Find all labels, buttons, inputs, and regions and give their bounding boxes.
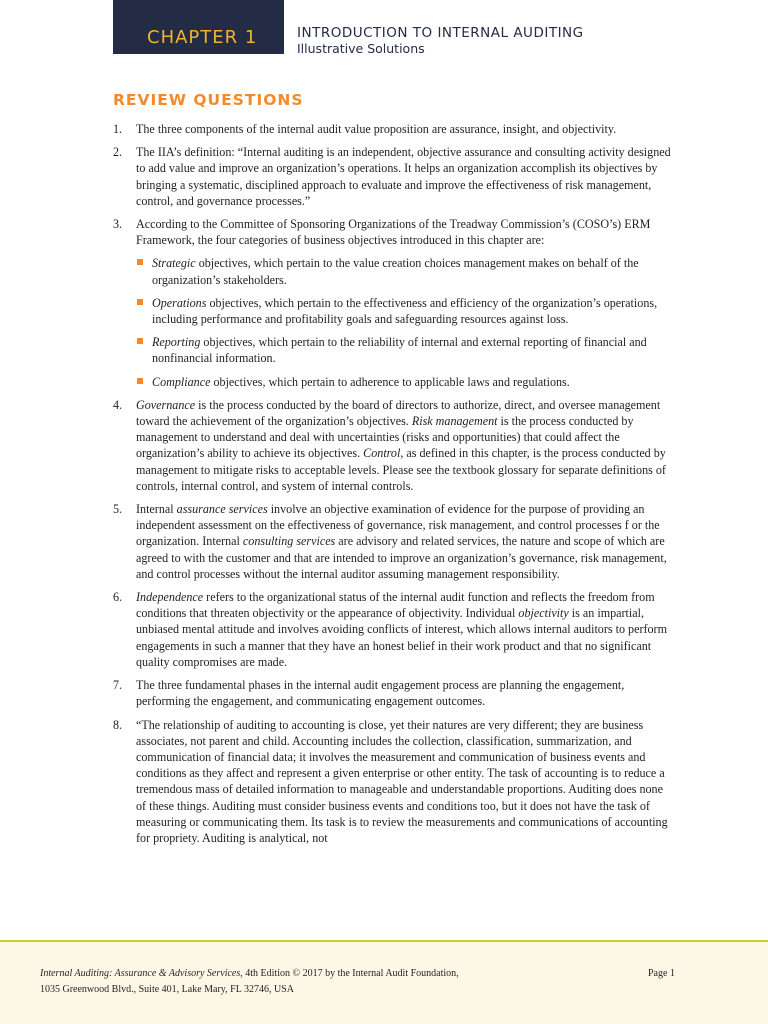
list-item (113, 121, 673, 137)
bullet-text: objectives, which pertain to the effectiveness and efficiency of the organization’s operations, including performance and profitability goals and safeguarding resources against loss. (152, 295, 658, 327)
text-run: involve an objective examination of evidence for the purpose of providing an independent assessment on the effectiveness of governance, risk management, and control processes f or the organization. Internal (136, 502, 660, 549)
item-number: 8. (113, 717, 123, 732)
text-run: is the process conducted by the board of directors to authorize, direct, and oversee management toward the achievement of the organization’s objectives. (136, 397, 661, 429)
text-run: Internal (136, 502, 177, 517)
list-item (113, 677, 673, 709)
list-item (113, 501, 673, 582)
term-consulting-services: consulting services (242, 534, 336, 549)
term-independence: Independence (136, 590, 204, 605)
item-text: The IIA’s definition: “Internal auditing is an independent, objective assurance and consulting activity designed to add value and improve an organization’s operations. It helps an organization accomplish its objectives by bringing a systematic, disciplined approach to evaluate and improve the effectiveness of risk management, control, and governance processes.” (136, 145, 671, 208)
item-text: The three components of the internal audit value proposition are assurance, insight, and objectivity. (136, 122, 617, 136)
footer-address: 1035 Greenwood Blvd., Suite 401, Lake Mary, FL 32746, USA (40, 984, 294, 995)
item-number: 2. (113, 145, 123, 160)
text-run: refers to the organizational status of the internal audit function and reflects the freedom from conditions that threaten objectivity or the appearance of objectivity. Individual (136, 590, 655, 621)
list-item (113, 397, 673, 494)
bullet-item (136, 374, 673, 390)
bullet-term: Operations (152, 295, 207, 310)
footer-edition: , 4th Edition © 2017 by the Internal Audit Foundation, (240, 968, 459, 979)
term-risk-management: Risk management (411, 414, 498, 429)
list-item (113, 144, 673, 209)
item-text (136, 501, 673, 582)
bullet-item (136, 255, 673, 287)
list-item (113, 589, 673, 670)
item-text (136, 397, 673, 494)
item-text (136, 589, 673, 670)
bullet-term: Compliance (152, 374, 211, 389)
chapter-subtitle: Illustrative Solutions (297, 41, 425, 56)
footer-citation (40, 966, 600, 998)
square-bullet-icon (137, 378, 143, 384)
bullet-text: objectives, which pertain to adherence to applicable laws and regulations. (210, 374, 570, 389)
list-item (113, 717, 673, 847)
term-governance: Governance (136, 397, 196, 412)
section-title: REVIEW QUESTIONS (113, 91, 304, 109)
text-run: is the process conducted by management to understand and deal with uncertainties (risks and opportunities) that could affect the organization’s ability to achieve its objectives. (136, 414, 634, 461)
item-text: According to the Committee of Sponsoring Organizations of the Treadway Commission’s (COSO’s) ERM Framework, the four categories of business objectives introduced in this chapter are: (136, 217, 651, 248)
bullet-text: objectives, which pertain to the reliability of internal and external reporting of financial and nonfinancial information. (152, 335, 647, 366)
bullet-text: objectives, which pertain to the value creation choices management makes on behalf of the organization’s stakeholders. (152, 256, 639, 287)
item-number: 5. (113, 502, 123, 517)
text-run: are advisory and related services, the nature and scope of which are agreed to with the customer and that are intended to improve an organization’s governance, risk management, and control processes without the internal auditor assuming management responsibility. (136, 534, 667, 581)
square-bullet-icon (137, 299, 143, 305)
item-text: The three fundamental phases in the internal audit engagement process are planning the engagement, performing the engagement, and communicating engagement outcomes. (136, 678, 625, 709)
square-bullet-icon (137, 338, 143, 344)
term-objectivity: objectivity (518, 606, 569, 621)
chapter-label: CHAPTER 1 (147, 27, 258, 48)
item-number: 3. (113, 217, 123, 232)
page-number: Page 1 (648, 968, 675, 979)
bullet-term: Reporting (152, 335, 201, 350)
text-run: is an impartial, unbiased mental attitude and involves avoiding conflicts of interest, which allows internal auditors to perform engagements in such a manner that they have an honest belief in their work product and that no significant quality compromises are made. (136, 606, 667, 669)
item-number: 6. (113, 590, 123, 605)
item-number: 1. (113, 122, 123, 136)
chapter-title: INTRODUCTION TO INTERNAL AUDITING (297, 25, 584, 41)
bullet-term: Strategic (152, 256, 196, 271)
term-control: Control (363, 446, 401, 461)
bullet-item (136, 334, 673, 366)
footer-book-title: Internal Auditing: Assurance & Advisory Services (40, 968, 241, 979)
term-assurance-services: assurance services (176, 502, 268, 517)
list-item (113, 216, 673, 390)
square-bullet-icon (137, 259, 143, 265)
objectives-bullet-list (136, 255, 673, 389)
item-number: 4. (113, 397, 123, 412)
bullet-item (136, 295, 673, 327)
item-number: 7. (113, 678, 123, 693)
review-questions-list (113, 121, 673, 853)
item-text: “The relationship of auditing to accounting is close, yet their natures are very different; they are business associates, not parent and child. Accounting includes the collection, classification, summarization, and communication of financial data; it involves the measurement and communication of business events and conditions as they affect and represent a given enterprise or other entity. The task of accounting is to reduce a tremendous mass of detailed information to manageable and understandable proportions. Auditing does none of these things. Auditing must consider business events and conditions too, but it does not have the task of measuring or communicating them. Its task is to review the measurements and communications of accounting for propriety. Auditing is analytical, not (136, 717, 668, 845)
text-run: , as defined in this chapter, is the process conducted by management to mitigate risks to acceptable levels. Please see the textbook glossary for separate definitions of controls, internal control, and system of internal controls. (136, 446, 666, 493)
